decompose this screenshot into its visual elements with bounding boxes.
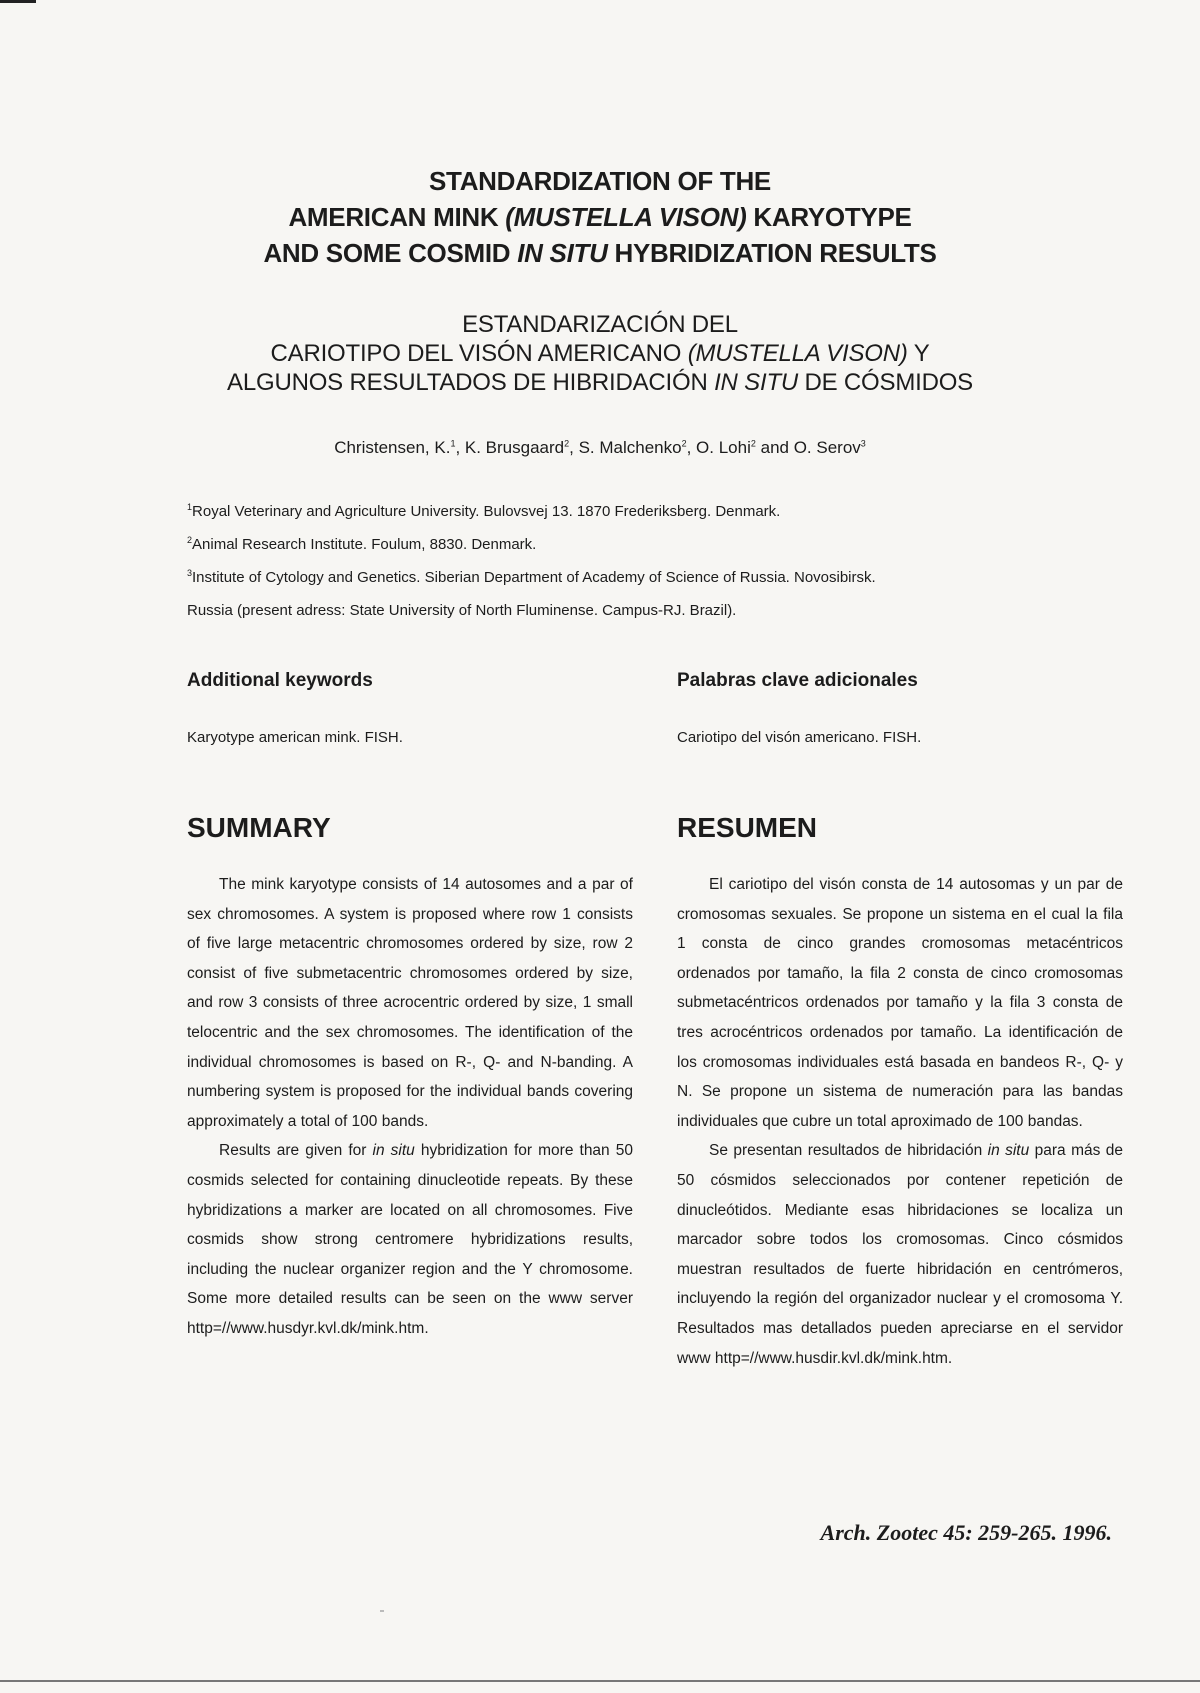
- author-name: , K. Brusgaard: [455, 438, 565, 457]
- author-name: , O. Lohi: [686, 438, 751, 457]
- title-es-line-1: ESTANDARIZACIÓN DEL: [462, 311, 738, 338]
- title-en-insitu: IN SITU: [517, 238, 608, 268]
- paragraph-text: Results are given for: [219, 1142, 373, 1160]
- resumen-body: [677, 870, 1123, 1373]
- affiliation-text: Russia (present adress: State University of North Fluminense. Campus-RJ. Brazil).: [187, 602, 737, 619]
- summary-paragraph-1: The mink karyotype consists of 14 autosomes and a par of sex chromosomes. A system is proposed where row 1 consists of five large metacentric chromosomes ordered by size, row 2 consist of five submetacentric chromosomes ordered by size, and row 3 consists of three acrocentric ordered by size, 1 small telocentric and the sex chromosomes. The identification of the individual chromosomes is based on R-, Q- and N-banding. A numbering system is proposed for the individual bands covering approximately a total of 100 bands.: [187, 876, 633, 1130]
- title-en-line-1: STANDARDIZATION OF THE: [429, 166, 771, 196]
- affiliation-line: [187, 495, 1127, 528]
- journal-citation: Arch. Zootec 45: 259-265. 1996.: [820, 1520, 1112, 1545]
- affiliation-line: [187, 561, 1127, 594]
- paragraph-italic: in situ: [987, 1142, 1030, 1160]
- resumen-paragraph-2: [677, 1136, 1123, 1373]
- affiliation-text: Institute of Cytology and Genetics. Siberian Department of Academy of Science of Russia. Novosibirsk.: [192, 569, 876, 586]
- title-es-line-2: [170, 339, 1030, 368]
- keywords-es: Cariotipo del visón americano. FISH.: [677, 729, 922, 746]
- title-es-insitu: IN SITU: [714, 369, 799, 396]
- title-en-text: KARYOTYPE: [746, 202, 912, 232]
- resumen-paragraph-1: El cariotipo del visón consta de 14 autosomas y un par de cromosomas sexuales. Se propone un sistema en el cual la fila 1 consta de cinco grandes cromosomas metacéntricos ordenados por tamaño, la fila 2 consta de cinco cromosomas submetacéntricos ordenados por tamaño y la fila 3 consta de tres acrocéntricos ordenados por tamaño. La identificación de los cromosomas individuales está basada en bandeos R-, Q- y N. Se propone un sistema de numeración para las bandas individuales que cubre un total aproximado de 100 bandas.: [677, 876, 1123, 1130]
- summary-paragraph-2: [187, 1136, 633, 1343]
- title-en-line-2: [200, 199, 1000, 235]
- affiliation-mark: 1: [187, 502, 193, 512]
- affiliation-line: [187, 594, 1127, 627]
- author-affiliation-mark: 3: [860, 438, 866, 449]
- title-spanish: [170, 310, 1030, 397]
- summary-heading: SUMMARY: [187, 812, 331, 843]
- title-es-text: DE CÓSMIDOS: [798, 369, 973, 396]
- title-en-text: HYBRIDIZATION RESULTS: [607, 238, 937, 268]
- page-bottom-edge: [0, 1680, 1200, 1682]
- affiliation-text: Royal Veterinary and Agriculture University. Bulovsvej 13. 1870 Frederiksberg. Denmark.: [192, 503, 781, 520]
- summary-body: [187, 870, 633, 1344]
- author-name: , S. Malchenko: [569, 438, 682, 457]
- affiliation-mark: 3: [187, 568, 193, 578]
- keywords-heading-en: Additional keywords: [187, 670, 373, 691]
- resumen-heading: RESUMEN: [677, 812, 818, 843]
- paragraph-text: hybridization for more than 50 cosmids selected for containing dinucleotide repeats. By these hybridizations a marker are located on all chromosomes. Five cosmids show strong centromere hybridizations results, including the nuclear organizer region and the Y chromosome. Some more detailed results can be seen on the www server http=//www.husdyr.kvl.dk/mink.htm.: [187, 1142, 633, 1337]
- affiliation-line: [187, 528, 1127, 561]
- keywords-en: Karyotype american mink. FISH.: [187, 729, 403, 746]
- title-es-species: (MUSTELLA VISON): [687, 340, 908, 367]
- title-en-line-3: [200, 235, 1000, 271]
- paragraph-text: para más de 50 cósmidos seleccionados por contener repetición de dinucleótidos. Mediante esas hibridaciones se localiza un marcador sobre todos los cromosomas. Cinco cósmidos muestran resultados de fuerte hibridación en centrómeros, incluyendo la región del organizador nuclear y el cromosoma Y. Resultados mas detallados pueden apreciarse en el servidor www http=//www.husdir.kvl.dk/mink.htm.: [677, 1142, 1123, 1367]
- affiliations: [187, 495, 1127, 627]
- author-list: [200, 438, 1000, 458]
- title-es-text: ALGUNOS RESULTADOS DE HIBRIDACIÓN: [227, 369, 715, 396]
- author-name: Christensen, K.: [334, 438, 451, 457]
- title-es-line-3: [170, 368, 1030, 397]
- title-en-text: AND SOME COSMID: [263, 238, 518, 268]
- affiliation-mark: 2: [187, 535, 193, 545]
- paragraph-text: Se presentan resultados de hibridación: [709, 1142, 988, 1160]
- title-english: [200, 163, 1000, 271]
- affiliation-text: Animal Research Institute. Foulum, 8830. Denmark.: [192, 536, 537, 553]
- scan-corner-mark: [0, 0, 36, 3]
- author-affiliation-mark: 2: [750, 438, 756, 449]
- author-affiliation-mark: 2: [564, 438, 570, 449]
- keywords-heading-es: Palabras clave adicionales: [677, 670, 918, 691]
- title-en-text: AMERICAN MINK: [288, 202, 506, 232]
- title-es-text: CARIOTIPO DEL VISÓN AMERICANO: [270, 340, 688, 367]
- author-affiliation-mark: 1: [450, 438, 456, 449]
- title-en-species: (MUSTELLA VISON): [505, 202, 747, 232]
- paragraph-italic: in situ: [372, 1142, 415, 1160]
- author-affiliation-mark: 2: [681, 438, 687, 449]
- author-name: and O. Serov: [755, 438, 861, 457]
- title-es-text: Y: [907, 340, 930, 367]
- scan-speck: [380, 1610, 384, 1612]
